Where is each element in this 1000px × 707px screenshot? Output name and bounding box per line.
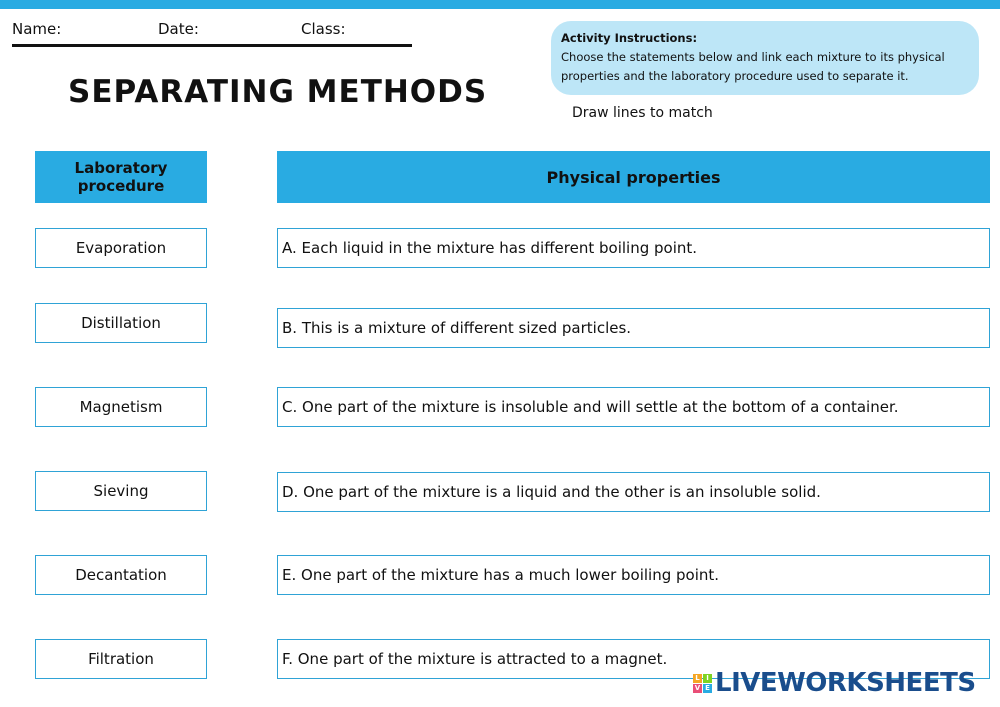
property-item-a[interactable]: A. Each liquid in the mixture has different boiling point.	[277, 228, 990, 268]
date-label: Date:	[158, 20, 199, 38]
class-label: Class:	[301, 20, 346, 38]
procedure-item-magnetism[interactable]: Magnetism	[35, 387, 207, 427]
property-item-d[interactable]: D. One part of the mixture is a liquid and the other is an insoluble solid.	[277, 472, 990, 512]
top-accent-bar	[0, 0, 1000, 9]
property-item-e[interactable]: E. One part of the mixture has a much lower boiling point.	[277, 555, 990, 595]
property-item-b[interactable]: B. This is a mixture of different sized particles.	[277, 308, 990, 348]
logo-square-icon: V	[694, 683, 701, 692]
properties-column-header: Physical properties	[277, 151, 990, 203]
property-item-c[interactable]: C. One part of the mixture is insoluble and will settle at the bottom of a container.	[277, 387, 990, 427]
student-info-row	[12, 20, 412, 47]
procedure-item-filtration[interactable]: Filtration	[35, 639, 207, 679]
property-item-f[interactable]: F. One part of the mixture is attracted to a magnet.	[277, 639, 990, 679]
instructions-title: Activity Instructions:	[561, 31, 698, 45]
name-label: Name:	[12, 20, 62, 38]
procedure-item-evaporation[interactable]: Evaporation	[35, 228, 207, 268]
procedure-column-header: Laboratory procedure	[35, 151, 207, 203]
procedure-item-decantation[interactable]: Decantation	[35, 555, 207, 595]
liveworksheets-logo	[693, 668, 976, 698]
procedure-item-sieving[interactable]: Sieving	[35, 471, 207, 511]
page-title: SEPARATING METHODS	[68, 74, 488, 110]
logo-square-icon: E	[703, 684, 712, 693]
logo-text: LIVEWORKSHEETS	[715, 668, 976, 698]
draw-lines-hint: Draw lines to match	[572, 105, 713, 121]
logo-square-icon: L	[693, 674, 702, 683]
procedure-item-distillation[interactable]: Distillation	[35, 303, 207, 343]
logo-square-icon: I	[703, 674, 712, 683]
instructions-box	[551, 21, 979, 95]
instructions-text: Choose the statements below and link each mixture to its physical properties and the laboratory procedure used to separate it.	[561, 50, 945, 83]
logo-mark-icon	[693, 674, 712, 693]
